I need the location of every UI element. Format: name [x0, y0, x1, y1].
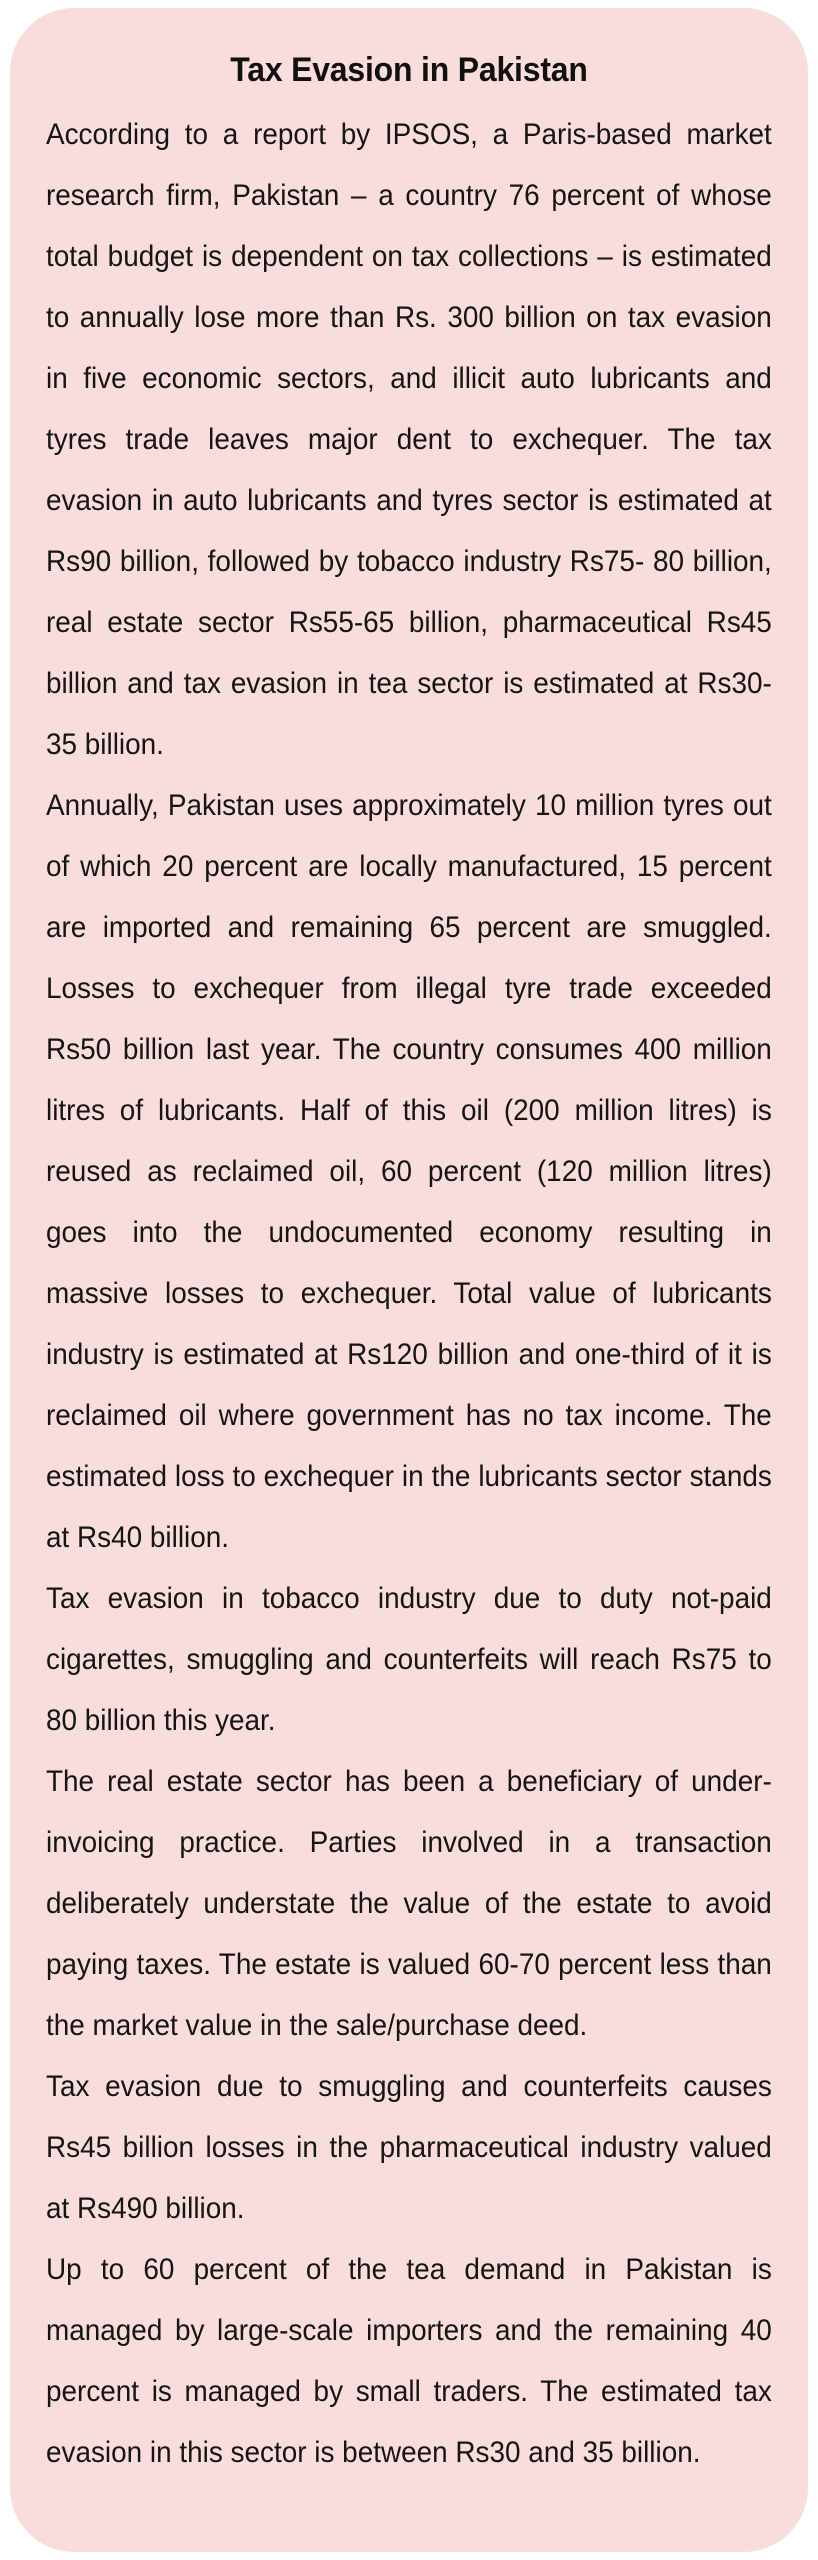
- paragraph-2: Annually, Pakistan uses approximately 10 million tyres out of which 20 percent are locally manufactured, 15 percent are imported and remaining 65 percent are smuggled. Losses to exchequer from illegal tyre trade exceeded Rs50 billion last year. The country consumes 400 million litres of lubricants. Half of this oil (200 million litres) is reused as reclaimed oil, 60 percent (120 million litres) goes into the undocumented economy resulting in massive losses to exchequer. Total value of lubricants industry is estimated at Rs120 billion and one-third of it is reclaimed oil where government has no tax income. The estimated loss to exchequer in the lubricants sector stands at Rs40 billion.: [46, 789, 772, 1554]
- paragraph-3: Tax evasion in tobacco industry due to duty not-paid cigarettes, smuggling and counterfeits will reach Rs75 to 80 billion this year.: [46, 1582, 772, 1737]
- paragraph-4: The real estate sector has been a beneficiary of under-invoicing practice. Parties involved in a transaction deliberately understate the value of the estate to avoid paying taxes. The estate is valued 60-70 percent less than the market value in the sale/purchase deed.: [46, 1765, 772, 2042]
- page-title: Tax Evasion in Pakistan: [230, 51, 588, 89]
- paragraph-6: Up to 60 percent of the tea demand in Pakistan is managed by large-scale importers and the remaining 40 percent is managed by small traders. The estimated tax evasion in this sector is between Rs30 and 35 billion.: [46, 2253, 772, 2469]
- paragraph-1: According to a report by IPSOS, a Paris-based market research firm, Pakistan – a country 76 percent of whose total budget is dependent on tax collections – is estimated to annually lose more than Rs. 300 billion on tax evasion in five economic sectors, and illicit auto lubricants and tyres trade leaves major dent to exchequer. The tax evasion in auto lubricants and tyres sector is estimated at Rs90 billion, followed by tobacco industry Rs75- 80 billion, real estate sector Rs55-65 billion, pharmaceutical Rs45 billion and tax evasion in tea sector is estimated at Rs30-35 billion.: [46, 118, 772, 761]
- article-body: [46, 104, 772, 2483]
- paragraph-5: Tax evasion due to smuggling and counterfeits causes Rs45 billion losses in the pharmaceutical industry valued at Rs490 billion.: [46, 2070, 772, 2225]
- article-infobox: [10, 8, 808, 2552]
